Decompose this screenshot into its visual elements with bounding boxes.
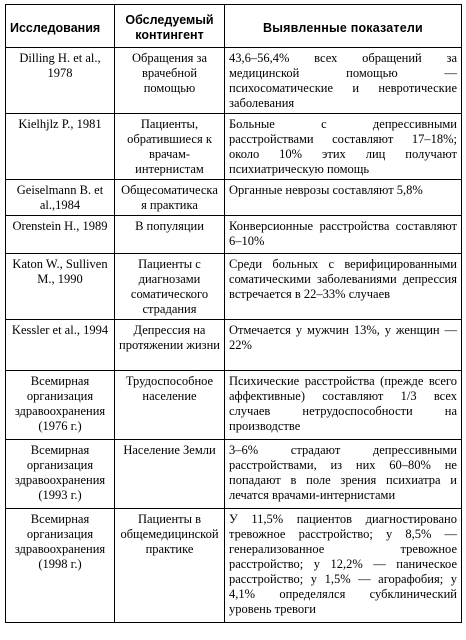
study-cell: Dilling H. et al., 1978 — [6, 48, 115, 114]
table-row — [6, 48, 462, 114]
contingent-cell: Обращения за врачебной помощью — [115, 48, 225, 114]
study-cell: Всемирная организация здравоохранения (1998 г.) — [6, 509, 115, 623]
studies-table — [5, 4, 462, 623]
table-header-row — [6, 5, 462, 48]
findings-cell: Органные неврозы составляют 5,8% — [225, 180, 462, 216]
contingent-cell: Депрессия на протяжении жизни — [115, 320, 225, 371]
table-row — [6, 114, 462, 180]
study-cell: Всемирная организация здравоохранения (1993 г.) — [6, 440, 115, 509]
header-studies: Исследования — [6, 5, 115, 48]
table-row — [6, 509, 462, 623]
contingent-cell: Население Земли — [115, 440, 225, 509]
findings-cell: Отмечается у мужчин 13%, у женщин — 22% — [225, 320, 462, 371]
study-cell: Geiselmann B. et al.,1984 — [6, 180, 115, 216]
table-row — [6, 216, 462, 254]
contingent-cell: Общесоматическая практика — [115, 180, 225, 216]
contingent-cell: Пациенты в общемедицинской практике — [115, 509, 225, 623]
study-cell: Katon W., Sullivеn M., 1990 — [6, 254, 115, 320]
table-row — [6, 371, 462, 440]
findings-cell: Психические расстройства (прежде всего аффективные) составляют 1/3 всех случаев нетрудоспособности на производстве — [225, 371, 462, 440]
findings-cell: 3–6% страдают депрессивными расстройствами, из них 60–80% не попадают в поле зрения психиатра и лечатся врачами-интернистами — [225, 440, 462, 509]
table-row — [6, 440, 462, 509]
contingent-cell: Трудоспособное население — [115, 371, 225, 440]
header-findings: Выявленные показатели — [225, 5, 462, 48]
study-cell: Всемирная организация здравоохранения (1976 г.) — [6, 371, 115, 440]
study-cell: Kessler et al., 1994 — [6, 320, 115, 371]
table-row — [6, 180, 462, 216]
findings-cell: У 11,5% пациентов диагностировано тревожное расстройство; у 8,5% — генерализованное тревожное расстройство; у 12,2% — паническое расстройство; у 1,5% — агорафобия; у 4,1% определялся субклинический уровень тревоги — [225, 509, 462, 623]
study-cell: Orenstein H., 1989 — [6, 216, 115, 254]
contingent-cell: Пациенты с диагнозами соматического страдания — [115, 254, 225, 320]
findings-cell: Больные с депрессивными расстройствами составляют 17–18%; около 10% этих лиц получают психиатрическую помощь — [225, 114, 462, 180]
table-row — [6, 320, 462, 371]
header-contingent: Обследуемый контингент — [115, 5, 225, 48]
findings-cell: 43,6–56,4% всех обращений за медицинской помощью — психосоматические и невротические заболевания — [225, 48, 462, 114]
contingent-cell: В популяции — [115, 216, 225, 254]
findings-cell: Среди больных с верифицированными соматическими заболеваниями депрессия встречается в 22–33% случаев — [225, 254, 462, 320]
findings-cell: Конверсионные расстройства составляют 6–10% — [225, 216, 462, 254]
contingent-cell: Пациенты, обратившиеся к врачам-интернистам — [115, 114, 225, 180]
table-row — [6, 254, 462, 320]
study-cell: Kielhjlz P., 1981 — [6, 114, 115, 180]
